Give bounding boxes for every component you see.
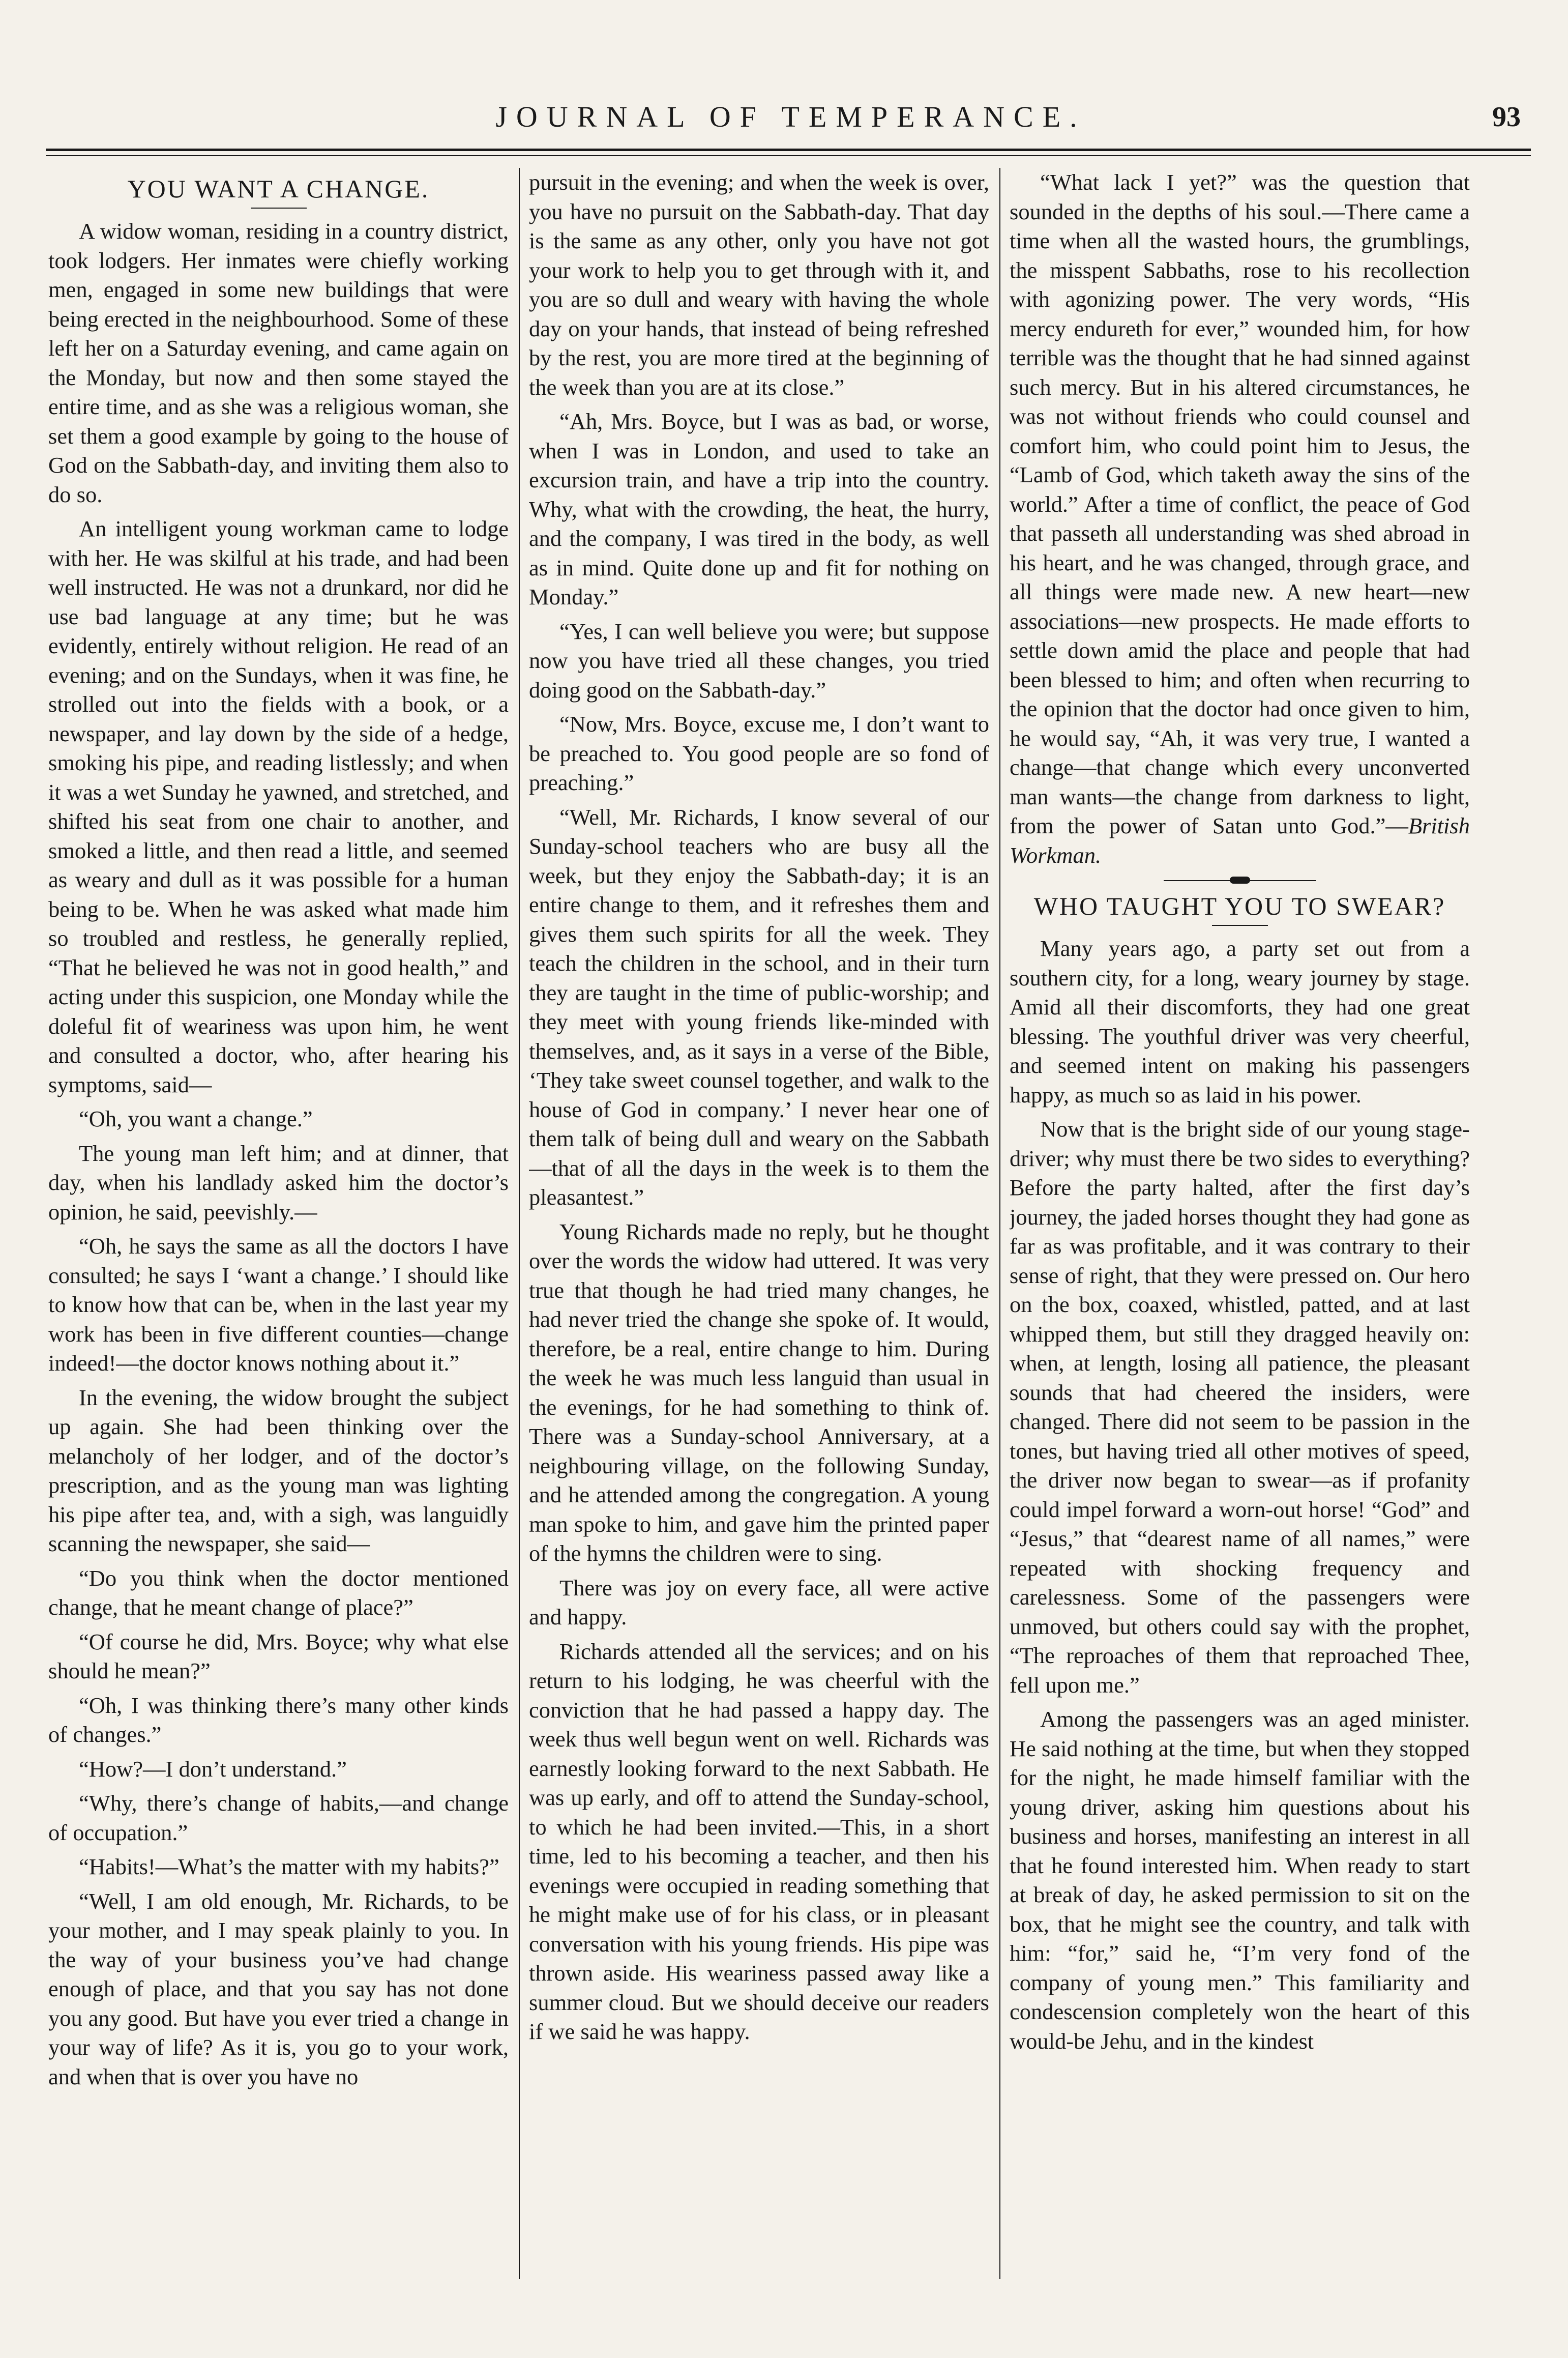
page-header (61, 97, 1521, 137)
paragraph: The young man left him; and at dinner, that day, when his landlady asked him the doctor’s opinion, he said, peevishly.— (48, 1140, 509, 1225)
paragraph: pursuit in the evening; and when the week is over, you have no pursuit on the Sabbath-day. That day is the same as any other, only you have not got your work to help you to get through with it, and you are so dull and weary with having the whole day on your hands, that instead of being refreshed by the rest, you are more tired at the beginning of the week than you are at its close.” (529, 169, 989, 400)
paragraph: In the evening, the widow brought the subject up again. She had been thinking over the melancholy of her lodger, and of the doctor’s prescription, and as the young man was lighting his pipe after tea, and, with a sigh, was languidly scanning the newspaper, she said— (48, 1384, 509, 1556)
paragraph: Richards attended all the services; and on his return to his lodging, he was cheerful with the conviction that he had passed a happy day. The week thus well begun went on well. Richards was earnestly looking forward to the next Sabbath. He was up early, and off to attend the Sunday-school, to which he had been invited.—This, in a short time, led to his becoming a teacher, and then his evenings were occupied in reading something that he might make use of for his class, or in pleasant conversation with his young friends. His pipe was thrown aside. His weariness passed away like a summer cloud. But we should deceive our readers if we said he was happy. (529, 1638, 989, 2044)
separator-ornament (1230, 877, 1250, 884)
page-number: 93 (1492, 101, 1521, 133)
paragraph: Now that is the bright side of our young stage-driver; why must there be two sides to everything? Before the party halted, after the first day’s journey, the jaded horses thought they had gone as far as was profitable, and it was contrary to their sense of right, that they were pressed on. Our hero on the box, coaxed, whistled, patted, and at last whipped them, but still they dragged heavily on: when, at length, losing all patience, the pleasant sounds that had cheered the insiders, were changed. There did not seem to be passion in the tones, but having tried all other motives of speed, the driver now began to swear—as if profanity could impel forward a worn-out horse! “God” and “Jesus,” that “dearest name of all names,” were repeated with shocking frequency and carelessness. Some of the passengers were unmoved, but others could say with the prophet, “The reproaches of them that reproached Thee, fell upon me.” (1010, 1116, 1470, 1698)
article-title: WHO TAUGHT YOU TO SWEAR? (1033, 892, 1446, 920)
paragraph: “Now, Mrs. Boyce, excuse me, I don’t want to be preached to. You good people are so fond of preaching.” (529, 711, 989, 795)
paragraph: “Oh, you want a change.” (79, 1106, 313, 1131)
running-title: JOURNAL OF TEMPERANCE. (495, 100, 1086, 133)
paragraph: “How?—I don’t understand.” (79, 1756, 347, 1782)
article-title: YOU WANT A CHANGE. (127, 174, 430, 203)
paragraph: “Well, I am old enough, Mr. Richards, to be your mother, and I may speak plainly to you. In the way of your business you’ve had change enough of place, and that you say has not done you any good. But have you ever tried a change in your way of life? As it is, you go to your work, and when that is over you have no (48, 1888, 509, 2089)
paragraph: “Oh, I was thinking there’s many other kinds of changes.” (48, 1692, 509, 1747)
paragraph: “Why, there’s change of habits,—and change of occupation.” (48, 1790, 509, 1845)
column-divider (999, 168, 1000, 2279)
title-dash (1212, 925, 1268, 926)
paragraph: “Of course he did, Mrs. Boyce; why what else should he mean?” (48, 1628, 509, 1683)
paragraph: There was joy on every face, all were active and happy. (529, 1575, 989, 1629)
column-3 (1010, 168, 1470, 2279)
paragraph: A widow woman, residing in a country district, took lodgers. Her inmates were chiefly working men, engaged in some new buildings that were being erected in the neighbourhood. Some of these left her on a Saturday evening, and came again on the Monday, but now and then some stayed the entire time, and as she was a religious woman, she set them a good example by going to the house of God on the Sabbath-day, and inviting them also to do so. (48, 218, 509, 507)
paragraph: “Oh, he says the same as all the doctors I have consulted; he says I ‘want a change.’ I should like to know how that can be, when in the last year my work has been in five different counties—change indeed!—the doctor knows nothing about it.” (48, 1233, 509, 1376)
paragraph: “Do you think when the doctor mentioned change, that he meant change of place?” (48, 1565, 509, 1620)
attribution: British Workman. (1010, 813, 1470, 868)
paragraph: “Yes, I can well believe you were; but suppose now you have tried all these changes, you tried doing good on the Sabbath-day.” (529, 618, 989, 703)
section-separator (1164, 880, 1316, 881)
paragraph: Young Richards made no reply, but he thought over the words the widow had uttered. It was very true that though he had tried many changes, he had never tried the change she spoke of. It would, therefore, be a real, entire change to him. During the week he was much less languid than usual in the evenings, for he had something to think of. There was a Sunday-school Anniversary, at a neighbouring village, on the following Sunday, and he attended among the congregation. A young man spoke to him, and gave him the printed paper of the hymns the children were to sing. (529, 1218, 989, 1566)
title-dash (251, 208, 307, 209)
column-2 (529, 168, 989, 2279)
paragraph: “Well, Mr. Richards, I know several of our Sunday-school teachers who are busy all the week, but they enjoy the Sabbath-day; it is an entire change to them, and it refreshes them and gives them such spirits for all the week. They teach the children in the school, and in their turn they are taught in the time of public-worship; and they meet with young friends like-minded with themselves, and, as it says in a verse of the Bible, ‘They take sweet counsel together, and walk to the house of God in company.’ I never hear one of them talk of being dull and weary on the Sabbath—that of all the days in the week is to them the pleasantest.” (529, 804, 989, 1210)
paragraph: Many years ago, a party set out from a southern city, for a long, weary journey by stage. Amid all their discomforts, they had one great blessing. The youthful driver was very cheerful, and seemed intent on making his passengers happy, as much so as laid in his power. (1010, 936, 1470, 1108)
paragraph: “Ah, Mrs. Boyce, but I was as bad, or worse, when I was in London, and used to take an excursion train, and have a trip into the country. Why, what with the crowding, the heat, the hurry, and the company, I was tired in the body, as well as in mind. Quite done up and fit for nothing on Monday.” (529, 409, 989, 609)
column-1 (48, 168, 509, 2279)
paragraph (1010, 168, 1470, 870)
paragraph: An intelligent young workman came to lodge with her. He was skilful at his trade, and had been well instructed. He was not a drunkard, nor did he use bad language at any time; but he was evidently, entirely without religion. He read of an evening; and on the Sundays, when it was fine, he strolled out into the fields with a book, or a newspaper, and lay down by the side of a hedge, smoking his pipe, and reading listlessly; and when it was a wet Sunday he yawned, and stretched, and shifted his seat from one chair to another, and smoked a little, and then read a little, and seemed as weary and dull as it was possible for a human being to be. When he was asked what made him so troubled and restless, he generally replied, “That he believed he was not in good health,” and acting under this suspicion, one Monday while the doleful fit of weariness was upon him, he went and consulted a doctor, who, after hearing his symptoms, said— (48, 516, 509, 1097)
paragraph-text: “What lack I yet?” was the question that sounded in the depths of his soul.—There came a time when all the wasted hours, the grumblings, the misspent Sabbaths, rose to his recollection with agonizing power. The very words, “His mercy endureth for ever,” wounded him, for how terrible was the thought that he had sinned against such mercy. But in his altered circumstances, he was not without friends who could counsel and comfort him, who could point him to Jesus, the “Lamb of God, which taketh away the sins of the world.” After a time of conflict, the peace of God that passeth all understanding was shed abroad in his heart, and he was changed, through grace, and all things were made new. A new heart—new associations—new prospects. He made efforts to settle down amid the place and people that had been blessed to him; and often when recurring to the opinion that the doctor had once given to him, he would say, “Ah, it was very true, I wanted a change—that change which every unconverted man wants—the change from darkness to light, from the power of Satan unto God.”— (1010, 169, 1470, 838)
header-rule (46, 149, 1531, 151)
paragraph: Among the passengers was an aged minister. He said nothing at the time, but when they stopped for the night, he made himself familiar with the young driver, asking him questions about his business and horses, manifesting an interest in all that he found interested him. When ready to start at break of day, he asked permission to sit on the box, that he might see the country, and talk with him: “for,” said he, “I’m very fond of the company of young men.” This familiarity and condescension completely won the heart of this would-be Jehu, and in the kindest (1010, 1706, 1470, 2054)
header-rule-thin (46, 155, 1531, 156)
column-divider (519, 168, 520, 2279)
paragraph: “Habits!—What’s the matter with my habits?” (79, 1854, 499, 1879)
